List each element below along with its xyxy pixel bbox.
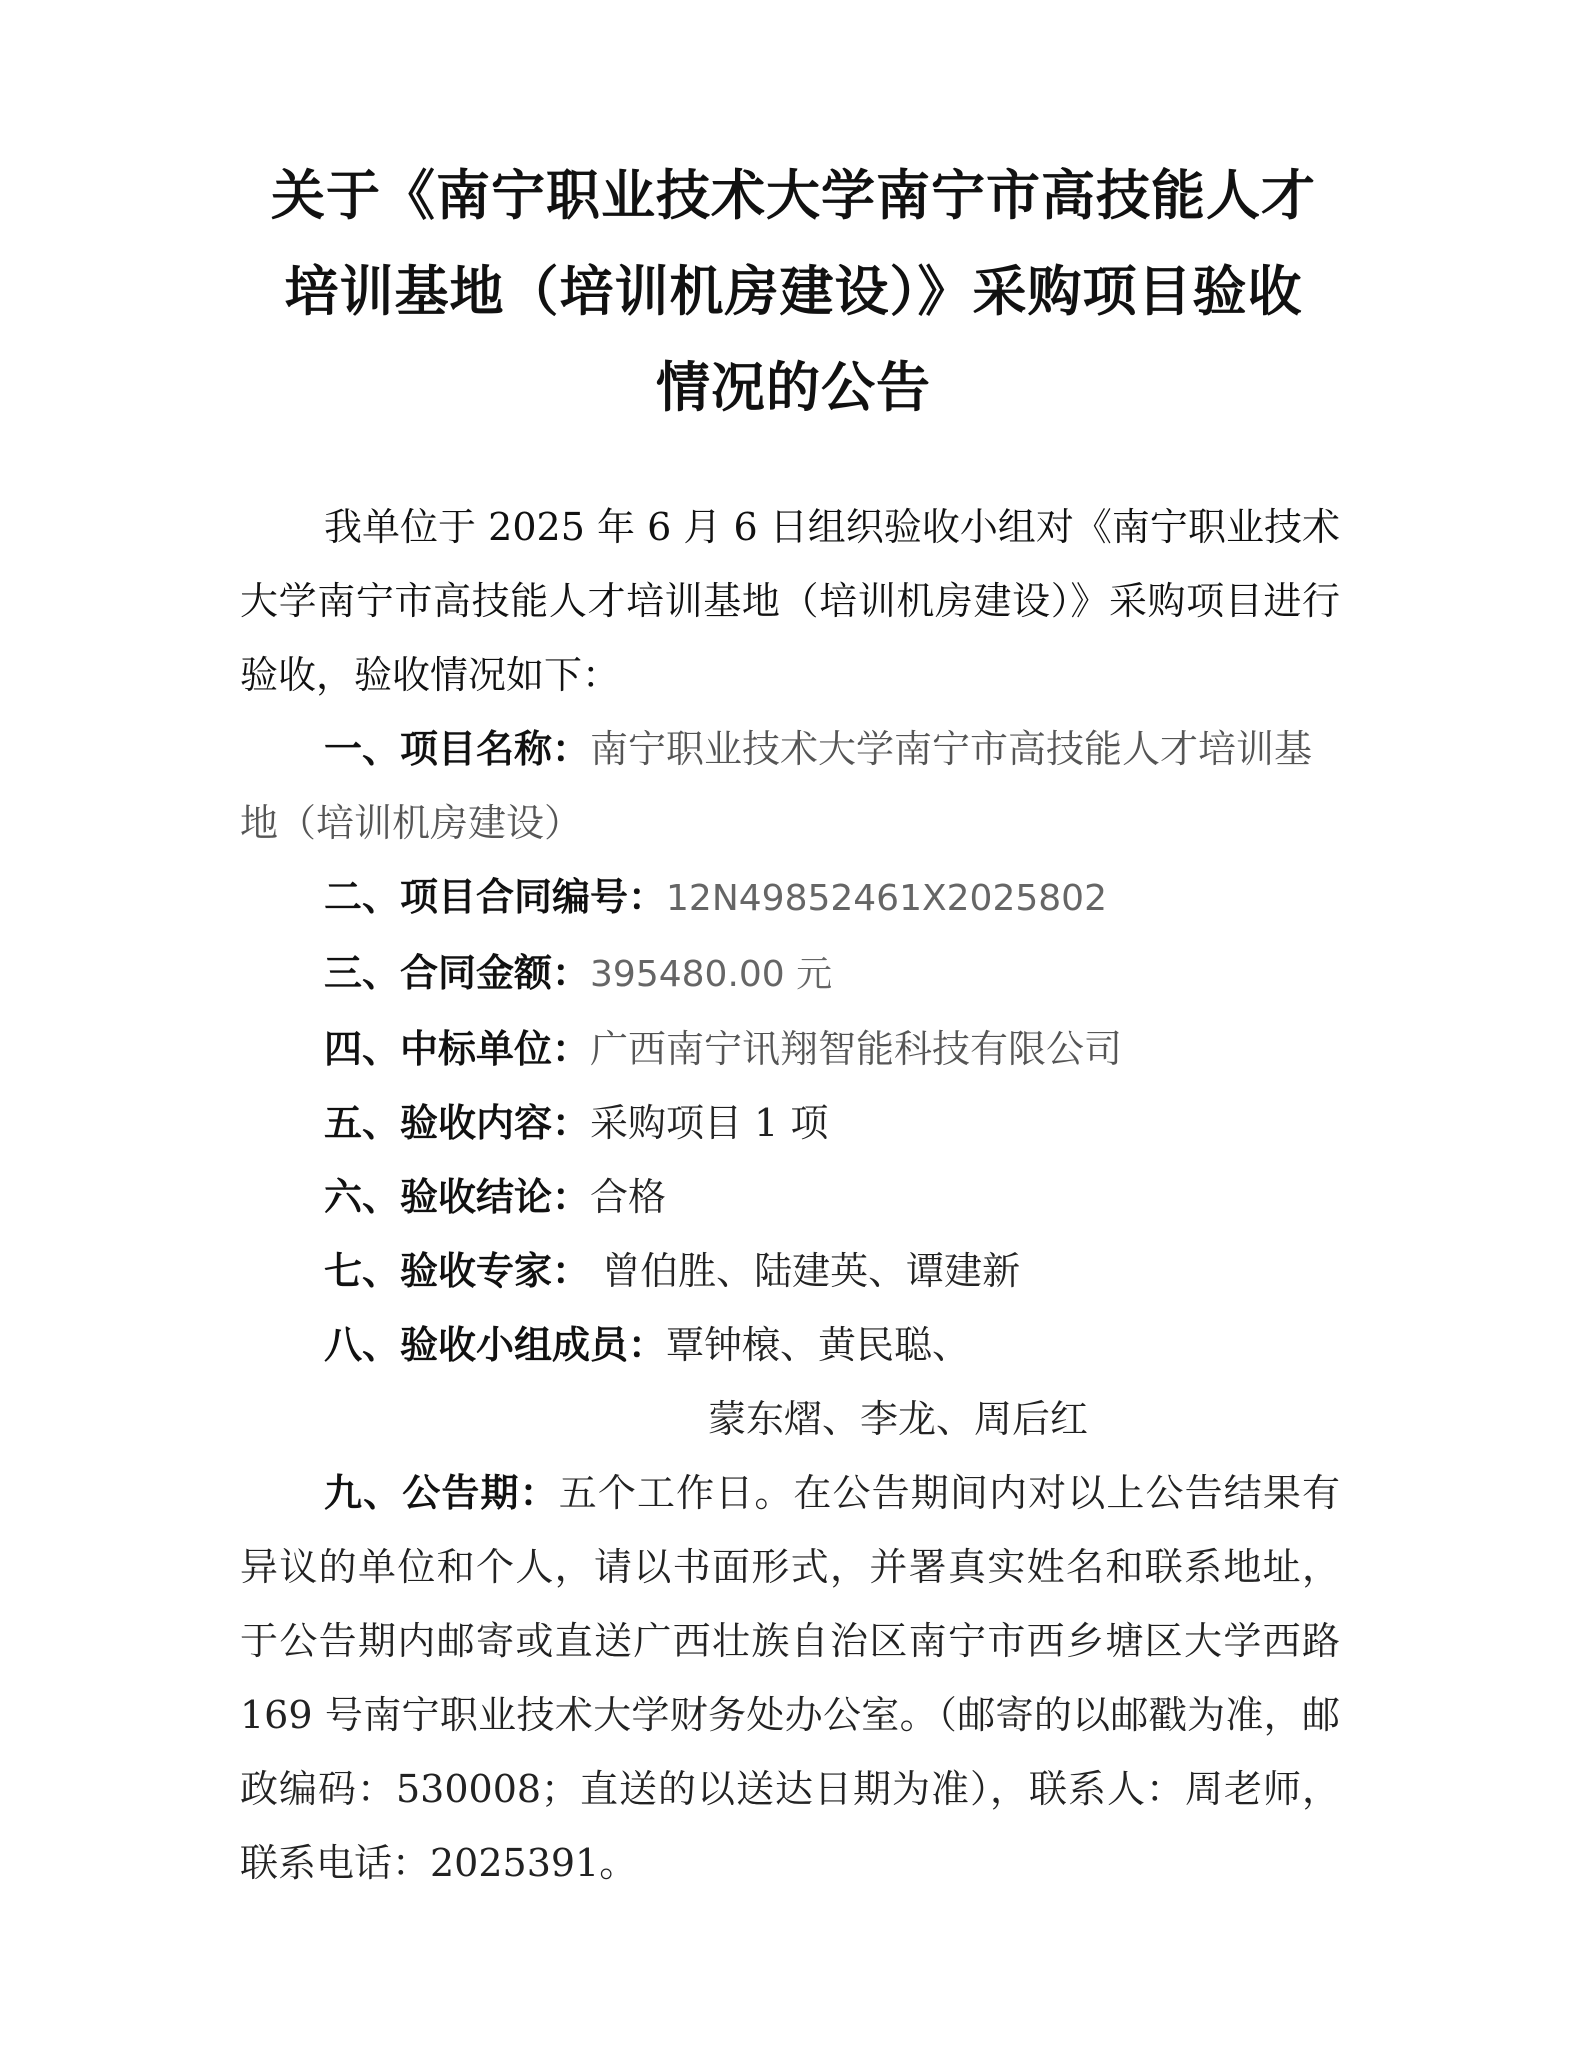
acceptance-content-value: 采购项目 1 项 bbox=[590, 1101, 829, 1145]
contract-amount-label: 三、合同金额： bbox=[324, 951, 591, 995]
acceptance-content-label: 五、验收内容： bbox=[324, 1101, 591, 1145]
winning-bidder-label: 四、中标单位： bbox=[324, 1027, 591, 1071]
item-acceptance-experts bbox=[240, 1234, 1340, 1308]
contract-amount-value: 395480.00 元 bbox=[590, 954, 833, 995]
contract-number-value: 12N49852461X2025802 bbox=[666, 878, 1107, 919]
item-project-name bbox=[240, 712, 1340, 860]
item-group-members bbox=[240, 1308, 1340, 1382]
item-acceptance-content bbox=[240, 1086, 1340, 1160]
contract-number-label: 二、项目合同编号： bbox=[324, 875, 667, 919]
item-contract-amount bbox=[240, 936, 1340, 1012]
group-members-value-line-1: 覃钟榱、黄民聪、 bbox=[666, 1323, 971, 1367]
project-name-value: 南宁职业技术大学南宁市高技能人才培训基地（培训机房建设） bbox=[240, 727, 1313, 845]
title-line-3: 情况的公告 bbox=[656, 356, 931, 419]
acceptance-conclusion-label: 六、验收结论： bbox=[324, 1175, 591, 1219]
acceptance-experts-label: 七、验收专家： bbox=[324, 1249, 591, 1293]
project-name-label: 一、项目名称： bbox=[324, 727, 591, 771]
document-body bbox=[240, 490, 1340, 1900]
title-line-1: 关于《南宁职业技术大学南宁市高技能人才 bbox=[271, 164, 1316, 227]
group-members-value-line-2: 蒙东熠、李龙、周后红 bbox=[708, 1397, 1089, 1441]
intro-paragraph: 我单位于 2025 年 6 月 6 日组织验收小组对《南宁职业技术大学南宁市高技能人才培训基地（培训机房建设）》采购项目进行验收，验收情况如下： bbox=[240, 505, 1340, 697]
group-members-label: 八、验收小组成员： bbox=[324, 1323, 667, 1367]
document-title bbox=[230, 148, 1357, 436]
acceptance-experts-value: 曾伯胜、陆建英、谭建新 bbox=[590, 1249, 1021, 1293]
acceptance-conclusion-value: 合格 bbox=[590, 1175, 667, 1219]
notice-period-label: 九、公告期： bbox=[324, 1471, 559, 1515]
item-notice-period bbox=[240, 1456, 1340, 1900]
item-contract-number bbox=[240, 860, 1340, 936]
notice-period-text: 五个工作日。在公告期间内对以上公告结果有异议的单位和个人，请以书面形式，并署真实姓名和联系地址，于公告期内邮寄或直送广西壮族自治区南宁市西乡塘区大学西路 169 号南宁职业技术大学财务处办公室。（邮寄的以邮戳为准，邮政编码：530008；直送的以送达日期为准），联系人：周老师，联系电话：2025391。 bbox=[240, 1471, 1340, 1885]
item-acceptance-conclusion bbox=[240, 1160, 1340, 1234]
item-winning-bidder bbox=[240, 1012, 1340, 1086]
title-line-2: 培训基地（培训机房建设）》采购项目验收 bbox=[284, 260, 1303, 323]
winning-bidder-value: 广西南宁讯翔智能科技有限公司 bbox=[590, 1027, 1123, 1071]
